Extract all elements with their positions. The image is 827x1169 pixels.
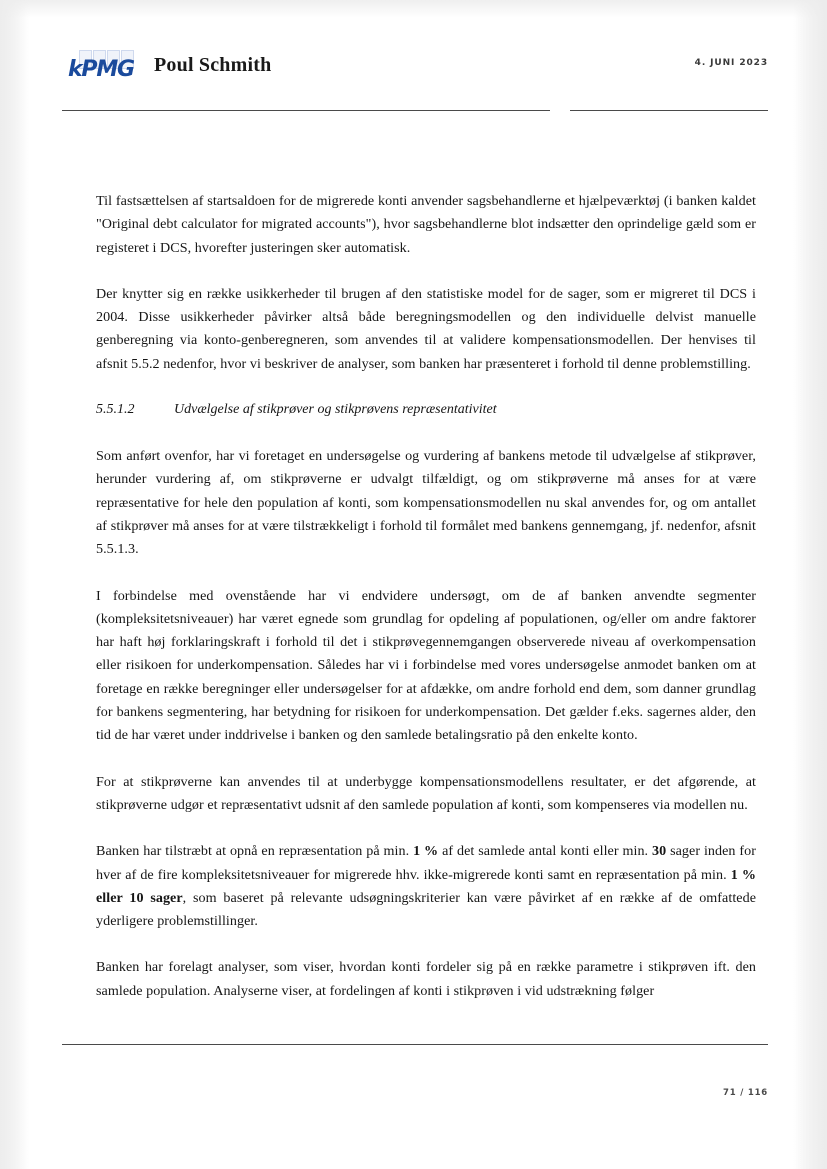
paragraph-2: Der knytter sig en række usikkerheder til brugen af den statistiske model for de sager, som er migreret til DCS i 2004. Disse usikkerheder påvirker altså både beregningsmodellen og den individuelle delvist manuelle genberegning via konto-genberegneren, som anvendes til at validere kompensationsmodellen. Der henvises til afsnit 5.5.2 nedenfor, hvor vi beskriver de analyser, som banken har præsenteret i forhold til denne problemstilling. — [96, 285, 756, 372]
scan-edge-right — [793, 0, 827, 1169]
document-body — [96, 190, 756, 1003]
paragraph-6-text-3: sager inden for hver af de fire kompleksitetsniveauer for migrerede hhv. ikke-migrerede konti samt en repræsentation på min. — [96, 843, 756, 883]
kpmg-logo-wordmark: kPMG — [68, 57, 134, 82]
kpmg-logo — [68, 50, 146, 90]
paragraph-6 — [96, 840, 756, 933]
header-rule-left — [62, 110, 550, 111]
scan-edge-left — [0, 0, 30, 1169]
section-heading-number: 5.5.1.2 — [96, 402, 135, 418]
footer-rule — [62, 1044, 768, 1045]
section-heading-title: Udvælgelse af stikprøver og stikprøvens repræsentativitet — [174, 402, 497, 418]
header-rule-right — [570, 110, 768, 111]
scan-edge-top — [0, 0, 827, 18]
paragraph-7: Banken har forelagt analyser, som viser, hvordan konti fordeler sig på en række parametre i stikprøven ift. den samlede population. Analyserne viser, at fordelingen af konti i stikprøven i vid udstrækning følger — [96, 959, 756, 999]
footer-page-number: 71 / 116 — [723, 1088, 768, 1098]
paragraph-6-emphasis-2: 30 — [652, 843, 667, 860]
section-heading — [96, 399, 756, 421]
paragraph-5: For at stikprøverne kan anvendes til at underbygge kompensationsmodellens resultater, er det afgørende, at stikprøverne udgør et repræsentativt udsnit af den samlede population af konti, som kompenseres via modellen nu. — [96, 773, 756, 813]
paragraph-4: I forbindelse med ovenstående har vi endvidere undersøgt, om de af banken anvendte segmenter (kompleksitetsniveauer) har været egnede som grundlag for opdeling af populationen, og/eller om andre faktorer har haft høj forklaringskraft i forhold til det i stikprøvegennemgangen observerede niveau af overkompensation eller risikoen for underkompensation. Således har vi i forbindelse med vores undersøgelse anmodet banken om at foretage en række beregninger eller undersøgelser for at afdække, om andre forhold end dem, som danner grundlag for bankens segmentering, har betydning for risikoen for underkompensation. Det gælder f.eks. sagernes alder, den tid de har været under inddrivelse i banken og den samlede betalingsratio på den enkelte konto. — [96, 587, 756, 744]
page-title: Poul Schmith — [154, 54, 272, 76]
page-header — [62, 46, 768, 102]
paragraph-6-emphasis-3: 1 % eller 10 sager — [96, 866, 756, 906]
paragraph-1: Til fastsættelsen af startsaldoen for de migrerede konti anvender sagsbehandlerne et hjælpeværktøj (i banken kaldet "Original debt calculator for migrated accounts"), hvor sagsbehandlerne blot indsætter den oprindelige gæld som er registeret i DCS, hvorefter justeringen sker automatisk. — [96, 193, 756, 256]
paragraph-3: Som anført ovenfor, har vi foretaget en undersøgelse og vurdering af bankens metode til udvælgelse af stikprøver, herunder vurdering af, om stikprøverne er udvalgt tilfældigt, og om stikprøverne må anses for at være repræsentative for hele den population af konti, som kompensationsmodellen nu skal anvendes for, og om antallet af stikprøver må anses for at være tilstrækkeligt i forhold til formålet med bankens gennemgang, jf. nedenfor, afsnit 5.5.1.3. — [96, 448, 756, 558]
paragraph-6-emphasis-1: 1 % — [413, 843, 439, 860]
header-date: 4. JUNI 2023 — [694, 58, 768, 68]
paragraph-6-text-1: Banken har tilstræbt at opnå en repræsentation på min. — [96, 843, 414, 860]
paragraph-6-text-2: af det samlede antal konti eller min. — [438, 843, 652, 860]
paragraph-6-text-4: , som baseret på relevante udsøgningskriterier kan være påvirket af en række af de omfattede yderligere problemstillinger. — [96, 889, 756, 930]
